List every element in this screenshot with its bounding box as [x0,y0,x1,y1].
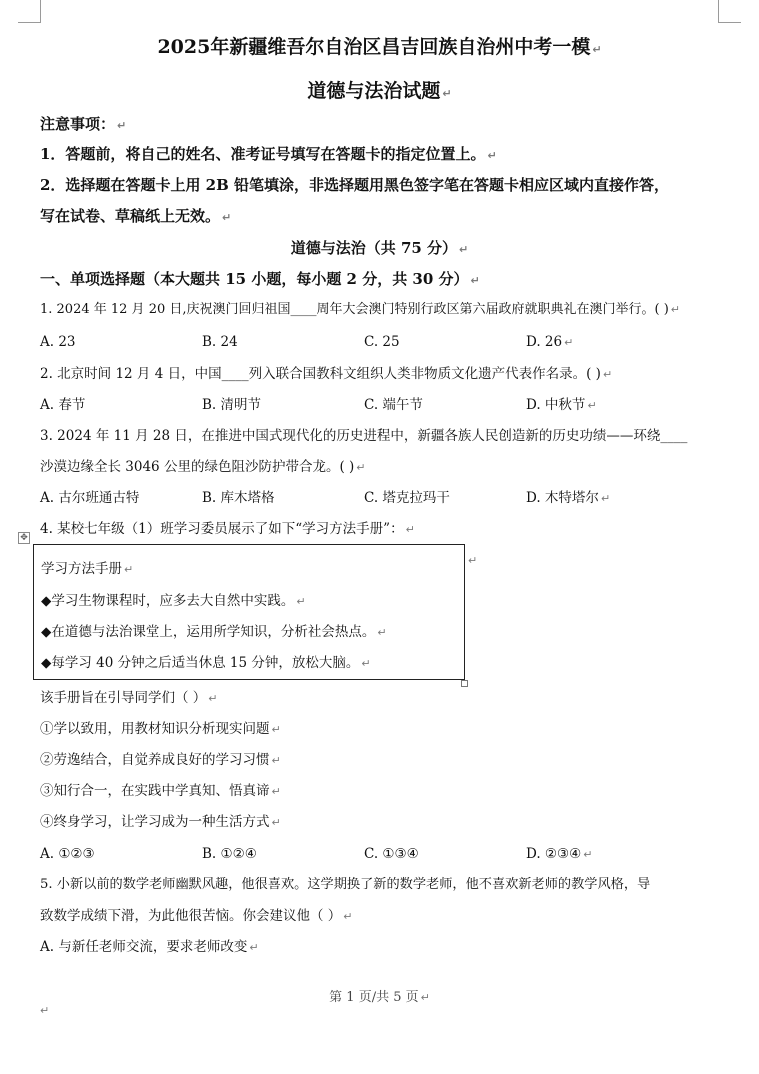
part-one-heading: 一、单项选择题（本大题共 15 小题，每小题 2 分，共 30 分） ↵ [40,270,480,288]
q4-statement-1: ①学以致用，用教材知识分析现实问题 ↵ [40,721,281,737]
handbook-item-3: ◆每学习 40 分钟之后适当休息 15 分钟，放松大脑。 ↵ [41,655,371,671]
margin-corner-top-right [718,0,741,23]
handbook-heading: 学习方法手册 ↵ [41,561,134,577]
q4-statement-3: ③知行合一，在实践中学真知、悟真谛 ↵ [40,783,281,799]
question-5-stem: 5. 小新以前的数学老师幽默风趣，他很喜欢。这学期换了新的数学老师，他不喜欢新老师的教学风格，导 [40,877,651,892]
notes-item-2: 2．选择题在答题卡上用 2B 铅笔填涂，非选择题用黑色签字笔在答题卡相应区域内直接作答， [40,176,670,194]
question-5-stem-cont: 致数学成绩下滑，为此他很苦恼。你会建议他（ ） ↵ [40,908,353,924]
q4-option-b: B. ①②④ [202,846,257,862]
q1-option-d: D. 26 ↵ [526,334,574,350]
q2-option-a: A. 春节 [40,397,86,413]
q4-option-c: C. ①③④ [364,846,419,862]
q2-option-d: D. 中秋节 ↵ [526,397,597,413]
question-2-stem: 2. 北京时间 12 月 4 日，中国____列入联合国教科文组织人类非物质文化遗产代表作名录。( ) ↵ [40,366,613,382]
q4-option-a: A. ①②③ [40,846,95,862]
q1-option-a: A. 23 [40,334,76,350]
q3-option-c: C. 塔克拉玛干 [364,490,450,506]
q3-option-b: B. 库木塔格 [202,490,275,506]
notes-heading: 注意事项： ↵ [40,115,127,133]
q2-option-c: C. 端午节 [364,397,423,413]
exam-subtitle: 道德与法治试题 ↵ [307,80,452,102]
question-3-stem: 3. 2024 年 11 月 28 日，在推进中国式现代化的历史进程中，新疆各族人民创造新的历史功绩——环绕____ [40,428,688,444]
q1-option-b: B. 24 [202,334,238,350]
q4-statement-4: ④终身学习，让学习成为一种生活方式 ↵ [40,814,281,830]
table-resize-handle[interactable] [461,680,468,687]
q2-option-b: B. 清明节 [202,397,262,413]
q4-option-d: D. ②③④ ↵ [526,846,593,862]
section-title: 道德与法治（共 75 分） ↵ [290,239,469,257]
question-1-stem: 1. 2024 年 12 月 20 日,庆祝澳门回归祖国____周年大会澳门特别行政区第六届政府就职典礼在澳门举行。( ) ↵ [40,302,680,317]
q1-option-c: C. 25 [364,334,400,350]
end-paragraph-mark: ↵ [40,1004,50,1017]
handbook-item-1: ◆学习生物课程时，应多去大自然中实践。 ↵ [41,593,306,609]
box-row-end-mark: ↵ [468,554,478,567]
question-3-stem-cont: 沙漠边缘全长 3046 公里的绿色阻沙防护带合龙。( ) ↵ [40,459,366,475]
notes-item-1: 1．答题前，将自己的姓名、准考证号填写在答题卡的指定位置上。 ↵ [40,145,497,163]
q3-option-d: D. 木特塔尔 ↵ [526,490,611,506]
question-4-stem: 4. 某校七年级（1）班学习委员展示了如下“学习方法手册”： ↵ [40,521,415,537]
margin-corner-top-left [18,0,41,23]
handbook-item-2: ◆在道德与法治课堂上，运用所学知识，分析社会热点。 ↵ [41,624,387,640]
q5-option-a: A. 与新任老师交流，要求老师改变 ↵ [40,939,259,955]
exam-title: 2025年新疆维吾尔自治区昌吉回族自治州中考一模 ↵ [157,36,602,58]
page-footer: 第 1 页/共 5 页 ↵ [329,990,430,1005]
q4-statement-2: ②劳逸结合，自觉养成良好的学习习惯 ↵ [40,752,281,768]
notes-item-2-cont: 写在试卷、草稿纸上无效。 ↵ [40,207,232,225]
table-move-handle-icon[interactable]: ✥ [18,532,30,544]
q3-option-a: A. 古尔班通古特 [40,490,140,506]
question-4-prompt: 该手册旨在引导同学们（ ） ↵ [40,690,218,706]
study-handbook-box [33,544,465,680]
